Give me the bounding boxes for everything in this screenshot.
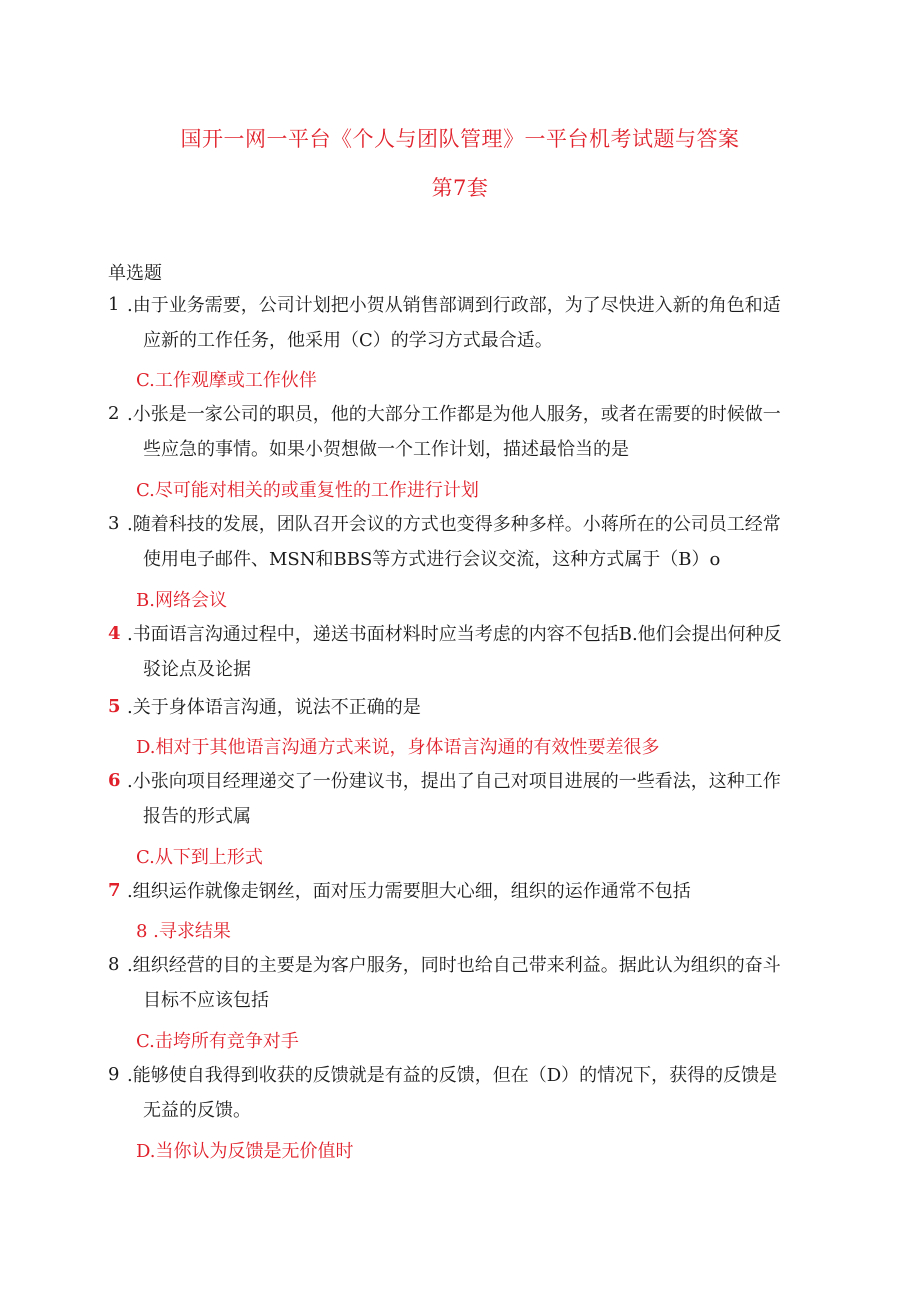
question-number: 6 xyxy=(108,770,121,791)
answer-text: B.网络会议 xyxy=(136,590,227,611)
question-line: .书面语言沟通过程中，递送书面材料时应当考虑的内容不包括B.他们会提出何种反 xyxy=(127,624,782,645)
question-number: 3 xyxy=(108,513,120,534)
question-line: .小张是一家公司的职员，他的大部分工作都是为他人服务，或者在需要的时候做一 xyxy=(127,404,781,425)
answer-text: D.当你认为反馈是无价值时 xyxy=(136,1141,354,1162)
question-number: 2 xyxy=(108,403,120,424)
question-number: 5 xyxy=(108,696,121,717)
question-number: 7 xyxy=(108,880,121,901)
question-line: .小张向项目经理递交了一份建议书，提出了自己对项目进展的一些看法，这种工作 xyxy=(127,771,781,792)
question-number: 1 xyxy=(108,294,120,315)
question-line: 些应急的事情。如果小贺想做一个工作计划，描述最恰当的是 xyxy=(143,439,629,460)
question-text xyxy=(127,764,827,834)
question-line: .由于业务需要，公司计划把小贺从销售部调到行政部，为了尽快进入新的角色和适 xyxy=(127,295,781,316)
document-subtitle: 第7套 xyxy=(431,176,489,200)
answer-text: C.尽可能对相关的或重复性的工作进行计划 xyxy=(136,480,479,501)
question-text xyxy=(127,948,827,1018)
answer-text: C.工作观摩或工作伙伴 xyxy=(136,370,317,391)
question-number: 4 xyxy=(108,623,121,644)
question-line: 报告的形式属 xyxy=(143,806,251,827)
question-line: .组织运作就像走钢丝，面对压力需要胆大心细，组织的运作通常不包括 xyxy=(127,881,691,902)
question-line: 无益的反馈。 xyxy=(143,1100,251,1121)
question-line: .关于身体语言沟通，说法不正确的是 xyxy=(127,697,421,718)
question-line: 目标不应该包括 xyxy=(143,990,269,1011)
document-title: 国开一网一平台《个人与团队管理》一平台机考试题与答案 xyxy=(180,127,740,151)
question-text xyxy=(127,397,827,467)
answer-text: C.击垮所有竞争对手 xyxy=(136,1031,299,1052)
answer-text: 8 .寻求结果 xyxy=(136,921,231,942)
question-text xyxy=(127,617,827,687)
question-line: 应新的工作任务，他采用（C）的学习方式最合适。 xyxy=(143,330,553,351)
question-line: 驳论点及论据 xyxy=(143,659,251,680)
question-text xyxy=(127,690,827,725)
answer-text: D.相对于其他语言沟通方式来说，身体语言沟通的有效性要差很多 xyxy=(136,737,660,758)
answer-text: C.从下到上形式 xyxy=(136,847,263,868)
question-text xyxy=(127,874,827,909)
question-line: .组织经营的目的主要是为客户服务，同时也给自己带来利益。据此认为组织的奋斗 xyxy=(127,955,781,976)
question-text xyxy=(127,288,827,358)
question-text xyxy=(127,507,827,577)
question-number: 9 xyxy=(108,1064,120,1085)
question-line: 使用电子邮件、MSN和BBS等方式进行会议交流，这种方式属于（B）o xyxy=(143,549,721,570)
question-line: .随着科技的发展，团队召开会议的方式也变得多种多样。小蒋所在的公司员工经常 xyxy=(127,514,781,535)
question-line: .能够使自我得到收获的反馈就是有益的反馈，但在（D）的情况下，获得的反馈是 xyxy=(127,1065,778,1086)
question-text xyxy=(127,1058,827,1128)
section-heading: 单选题 xyxy=(108,263,162,284)
question-number: 8 xyxy=(108,954,120,975)
